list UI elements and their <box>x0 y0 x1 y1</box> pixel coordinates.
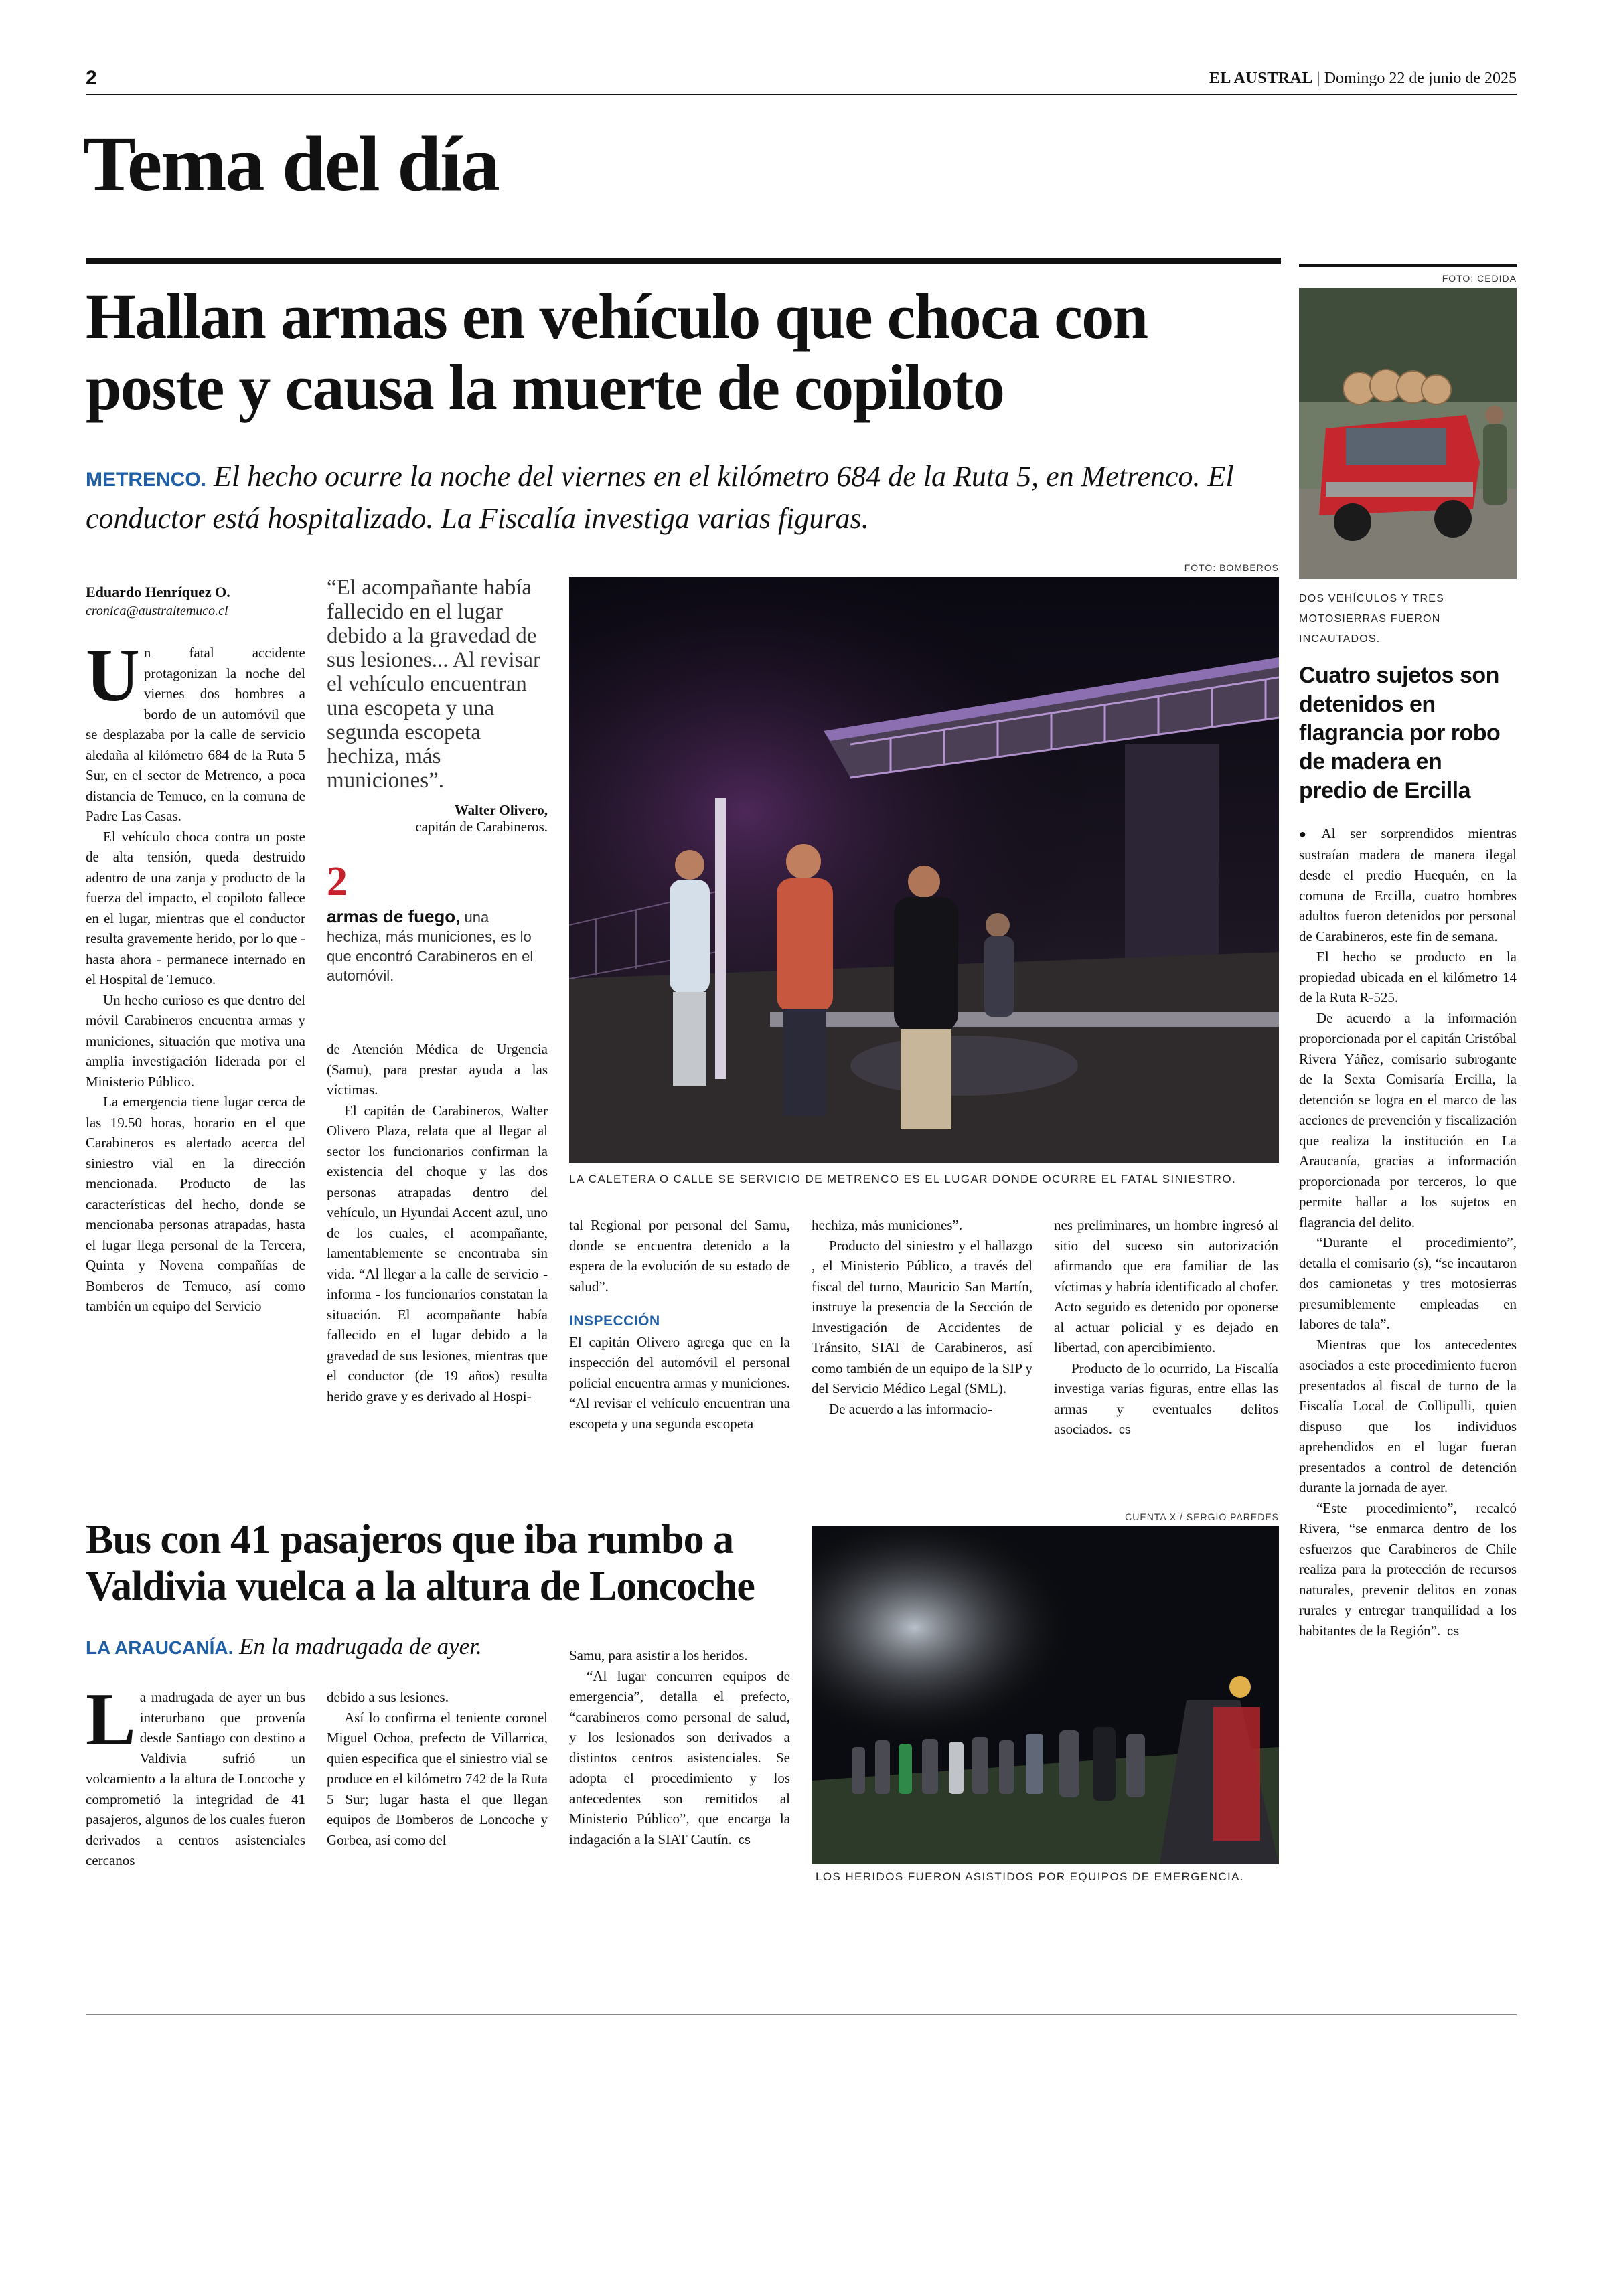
main-col-4 <box>812 1215 1032 1496</box>
paragraph: Mientras que los antecedentes asociados a este procedimiento fueron presentados al fiscal de turno de la Fiscalía Local de Collipulli, quien dispuso que los individuos aprehendidos en el lugar fueran presentados a control de detención durante la jornada de ayer. <box>1299 1336 1517 1495</box>
quote-role: capitán de Carabineros. <box>415 819 548 835</box>
main-photo-credit: FOTO: BOMBEROS <box>1184 562 1279 573</box>
section-title: Tema del día <box>83 120 499 208</box>
header-rule <box>86 94 1517 95</box>
paragraph: De acuerdo a la información proporcionada por el capitán Cristóbal Rivera Yáñez, comisario subrogante de la Sexta Comisaría Ercilla, la detención se logra en el marco de las acciones de prevención y fiscalización que realiza la institución en La Araucanía, gracias a información proporcionada por terceros, lo que permite hallar a los sujetos en flagrancia del delito. <box>1299 1009 1517 1230</box>
end-mark: cs <box>1447 1624 1460 1638</box>
separator: | <box>1316 70 1324 87</box>
page-number: 2 <box>86 67 97 89</box>
byline <box>86 584 313 619</box>
sidebar-photo-caption: DOS VEHÍCULOS Y TRES MOTOSIERRAS FUERON INCAUTADOS. <box>1299 593 1444 645</box>
masthead-date-line <box>1209 70 1517 88</box>
section-rule <box>86 258 1281 264</box>
bus-kicker: LA ARAUCANÍA. <box>86 1637 234 1658</box>
masthead: EL AUSTRAL <box>1209 70 1313 87</box>
bus-col-1 <box>86 1687 305 1908</box>
paragraph: El hecho se producto en la propiedad ubicada en el kilómetro 14 de la Ruta R-525. <box>1299 949 1517 1005</box>
fact-box <box>327 860 548 985</box>
date: Domingo 22 de junio de 2025 <box>1324 70 1517 87</box>
main-col-3 <box>569 1215 790 1496</box>
main-headline: Hallan armas en vehículo que choca con poste y causa la muerte de copiloto <box>86 280 1148 423</box>
bottom-rule <box>86 2014 1517 2015</box>
paragraph: hechiza, más municiones”. <box>812 1217 963 1233</box>
sidebar-body <box>1299 823 1517 1914</box>
main-deck-text: El hecho ocurre la noche del viernes en el kilómetro 684 de la Ruta 5, en Metrenco. El conductor está hospitalizado. La Fiscalía investiga varias figuras. <box>86 460 1234 535</box>
pull-quote <box>327 576 548 835</box>
paragraph: de Atención Médica de Urgencia (Samu), para prestar ayuda a las víctimas. <box>327 1041 548 1098</box>
bus-photo-rescue-scene <box>812 1526 1279 1864</box>
paragraph: tal Regional por personal del Samu, donde se encuentra detenido a la espera de la evolución de su estado de salud”. <box>569 1217 790 1295</box>
paragraph: De acuerdo a las informacio- <box>829 1400 992 1417</box>
truck-illustration <box>1299 288 1517 579</box>
sidebar-photo-credit: FOTO: CEDIDA <box>1442 273 1517 284</box>
fact-desc: una hechiza, más municiones, es lo que encontró Carabineros en el automóvil. <box>327 909 534 984</box>
end-mark: cs <box>738 1833 751 1847</box>
main-deck <box>86 457 1278 538</box>
paragraph: Samu, para asistir a los heridos. <box>569 1647 748 1663</box>
subhead: INSPECCIÓN <box>569 1313 660 1329</box>
author-email: cronica@australtemuco.cl <box>86 604 228 619</box>
sidebar-top-rule <box>1299 264 1517 267</box>
paragraph: “Este procedimiento”, recalcó Rivera, “se enmarca dentro de los esfuerzos que Carabineros de Chile realiza para la protección de recursos naturales, prevenir delitos en zonas rurales y entregar tranquilidad a los habitantes de la Región”. cs <box>1299 1499 1517 1639</box>
night-scene-illustration <box>569 577 1279 1163</box>
paragraph: debido a sus lesiones. <box>327 1689 449 1705</box>
main-kicker: METRENCO. <box>86 469 206 491</box>
main-photo-accident-scene <box>569 577 1279 1163</box>
paragraph: Un fatal accidente protagonizan la noche del viernes dos hombres a bordo de un automóvil que se desplazaba por la calle de servicio aledaña al kilómetro 684 de la Ruta 5 Sur, en el sector de Metrenco, a poca distancia de Temuco, en la comuna de Padre Las Casas. <box>86 643 305 824</box>
paragraph: Un hecho curioso es que dentro del móvil Carabineros encuentra armas y municiones, situación que motiva una amplia investigación liderada por el Ministerio Público. <box>86 991 305 1090</box>
main-col-1 <box>86 643 305 1496</box>
paragraph: Así lo confirma el teniente coronel Miguel Ochoa, prefecto de Villarrica, quien especifica que el siniestro vial se produce en el kilómetro 742 de la Ruta 5 Sur; lugar hasta el que llegan equipos de Bomberos de Loncoche y Gorbea, así como del <box>327 1709 548 1848</box>
paragraph: La emergencia tiene lugar cerca de las 19.50 horas, horario en el que Carabineros es alertado acerca del siniestro vial en la dirección mencionada. Producto de las características del hecho, donde se mencionaba personas atrapadas, hasta el lugar llega personal de la Tercera, Quinta y Novena compañías de Bomberos de Temuco, así como también un equipo del Servicio <box>86 1094 305 1314</box>
bus-col-2 <box>327 1687 548 1908</box>
quote-author: Walter Olivero, <box>454 802 548 818</box>
fact-number: 2 <box>327 859 348 904</box>
paragraph: El vehículo choca contra un poste de alta tensión, queda destruido adentro de una zanja y producto de la fuerza del impacto, el copiloto fallece en el lugar, mientras que el conductor resulta gravemente herido, por lo que - hasta ahora - permanece internado en el Hospital de Temuco. <box>86 828 305 987</box>
main-col-5 <box>1054 1215 1278 1496</box>
author: Eduardo Henríquez O. <box>86 584 230 600</box>
dropcap: L <box>86 1687 136 1761</box>
rescue-scene-illustration <box>812 1526 1279 1864</box>
paragraph: nes preliminares, un hombre ingresó al sitio del suceso sin autorización afirmando que era familiar de las víctimas y habría identificado al chofer. Acto seguido es detenido por oponerse al actuar policial y es dejado en libertad, con apercibimiento. <box>1054 1217 1278 1356</box>
paragraph: La madrugada de ayer un bus interurbano que provenía desde Santiago con destino a Valdivia sufrió un volcamiento a la altura de Loncoche y comprometió la integridad de 41 pasajeros, algunos de los cuales fueron derivados a centros asistenciales cercanos <box>86 1687 305 1868</box>
main-col-2 <box>327 1039 548 1494</box>
bus-photo-caption: LOS HERIDOS FUERON ASISTIDOS POR EQUIPOS DE EMERGENCIA. <box>816 1870 1244 1883</box>
quote-text: “El acompañante había fallecido en el lugar debido a la gravedad de sus lesiones... Al revisar el vehículo encuentran una escopeta y una segunda escopeta hechiza, más municiones”. <box>327 576 540 793</box>
bullet: ● <box>1299 827 1318 841</box>
fact-bold: armas de fuego, <box>327 906 461 926</box>
paragraph: Producto del siniestro y el hallazgo , el Ministerio Público, a través del fiscal del turno, Mauricio San Martín, instruye la presencia de la Sección de Investigación de Accidentes de Tránsito, SIAT de Carabineros, así como también de un equipo de la SIP y del Servicio Médico Legal (SML). <box>812 1237 1032 1396</box>
paragraph: ● Al ser sorprendidos mientras sustraían madera de manera ilegal desde el predio Huequén, en la comuna de Ercilla, cuatro hombres adultos fueron detenidos por personal de Carabineros, este fin de semana. <box>1299 825 1517 945</box>
bus-photo-credit: CUENTA X / SERGIO PAREDES <box>1125 1511 1279 1522</box>
paragraph: El capitán Olivero agrega que en la inspección del automóvil el personal policial encuentra armas y municiones. “Al revisar el vehículo encuentran una escopeta y una segunda escopeta <box>569 1333 790 1432</box>
bus-headline: Bus con 41 pasajeros que iba rumbo a Valdivia vuelca a la altura de Loncoche <box>86 1517 755 1609</box>
paragraph: El capitán de Carabineros, Walter Olivero Plaza, relata que al llegar al sector los funcionarios confirman la existencia del choque y las dos personas atrapadas dentro del vehículo, un Hyundai Accent azul, uno de los cuales, el acompañante, lamentablemente se encontraba sin vida. “Al llegar a la calle de servicio - informa - los funcionarios constatan la situación. El acompañante había fallecido en el lugar debido a la gravedad de sus lesiones, mientras que el conductor (de 19 años) resulta herido grave y es derivado al Hospi- <box>327 1102 548 1404</box>
paragraph: “Al lugar concurren equipos de emergencia”, detalla el prefecto, “carabineros como personal de salud, y los lesionados son derivados a distintos centros asistenciales. Se adopta el procedimiento y los antecedentes son remitidos al Ministerio Público”, que encarga la indagación a la SIAT Cautín. cs <box>569 1667 790 1848</box>
paragraph: “Durante el procedimiento”, detalla el comisario (s), “se incautaron dos camionetas y tres motosierras presumiblemente empleadas en labores de tala”. <box>1299 1234 1517 1332</box>
sidebar-headline: Cuatro sujetos son detenidos en flagrancia por robo de madera en predio de Ercilla <box>1299 663 1501 803</box>
main-photo-caption: LA CALETERA O CALLE SE SERVICIO DE METRENCO ES EL LUGAR DONDE OCURRE EL FATAL SINIESTRO. <box>569 1173 1237 1185</box>
paragraph: Producto de lo ocurrido, La Fiscalía investiga varias figuras, entre ellas las armas y eventuales delitos asociados. cs <box>1054 1360 1278 1437</box>
sidebar-photo-truck <box>1299 288 1517 579</box>
fact-text <box>327 907 548 985</box>
bus-col-3 <box>569 1645 790 1913</box>
bus-deck-text: En la madrugada de ayer. <box>239 1633 482 1659</box>
end-mark: cs <box>1118 1423 1131 1437</box>
dropcap: U <box>86 643 140 717</box>
